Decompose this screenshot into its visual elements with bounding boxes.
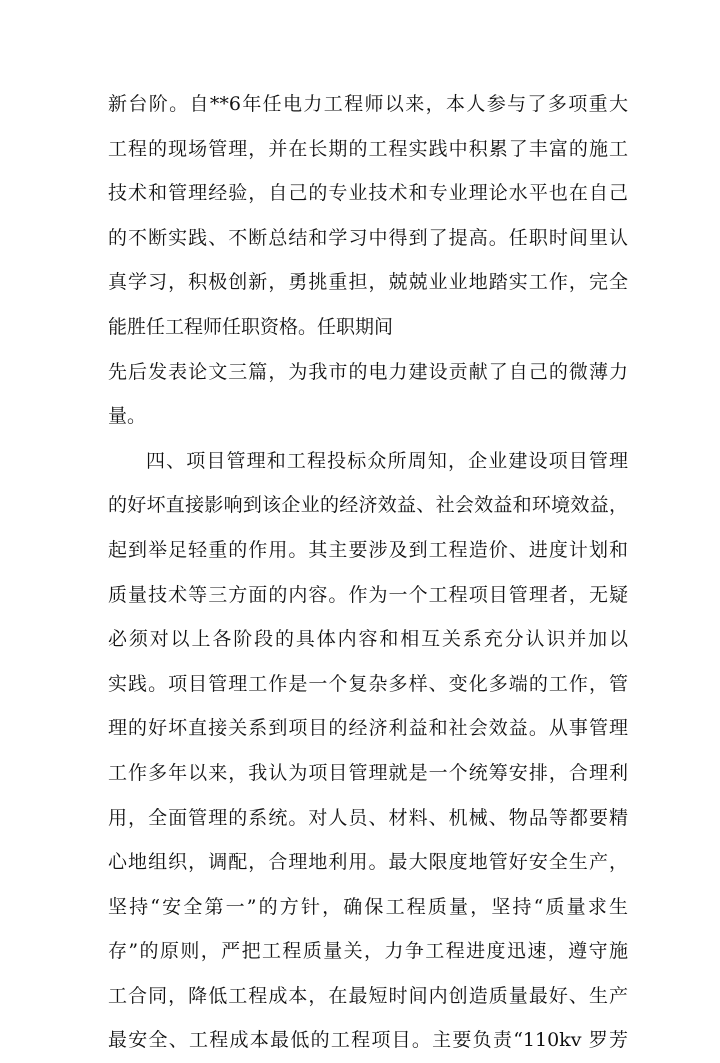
text-line: 质量技术等三方面的内容。作为一个工程项目管理者，无疑: [108, 583, 628, 606]
text-line: 坚持“安全第一”的方针，确保工程质量，坚持“质量求生: [108, 895, 628, 918]
text-line: 先后发表论文三篇，为我市的电力建设贡献了自己的微薄力: [108, 360, 628, 383]
text-line: 新台阶。自**6年任电力工程师以来，本人参与了多项重大: [108, 93, 628, 115]
text-line: 起到举足轻重的作用。其主要涉及到工程造价、进度计划和: [108, 538, 628, 561]
body-text: [108, 82, 628, 1063]
text-line: 心地组织，调配，合理地利用。最大限度地管好安全生产，: [108, 851, 628, 874]
text-line: 实践。项目管理工作是一个复杂多样、变化多端的工作，管: [108, 672, 628, 695]
text-line: 技术和管理经验，自己的专业技术和专业理论水平也在自己: [108, 182, 628, 205]
text-line: 的不断实践、不断总结和学习中得到了提高。任职时间里认: [108, 226, 628, 249]
text-line: 真学习，积极创新，勇挑重担，兢兢业业地踏实工作，完全: [108, 271, 628, 294]
text-line: 工作多年以来，我认为项目管理就是一个统筹安排，合理利: [108, 761, 628, 784]
text-line: 必须对以上各阶段的具体内容和相互关系充分认识并加以: [108, 628, 628, 651]
text-line: 存”的原则，严把工程质量关，力争工程进度迅速，遵守施: [108, 940, 628, 963]
text-line: 的好坏直接影响到该企业的经济效益、社会效益和环境效益，: [108, 494, 628, 517]
text-line: 最安全、工程成本最低的工程项目。主要负责“110kv 罗芳: [108, 1029, 628, 1052]
text-line: 量。: [108, 405, 147, 428]
text-line: 用，全面管理的系统。对人员、材料、机械、物品等都要精: [108, 806, 628, 829]
section-heading-line: 四、项目管理和工程投标众所周知，企业建设项目管理: [146, 449, 628, 472]
text-line: 能胜任工程师任职资格。任职期间: [108, 315, 394, 338]
text-line: 工程的现场管理，并在长期的工程实践中积累了丰富的施工: [108, 137, 628, 160]
text-line: 工合同，降低工程成本，在最短时间内创造质量最好、生产: [108, 984, 628, 1007]
text-line: 理的好坏直接关系到项目的经济利益和社会效益。从事管理: [108, 717, 628, 740]
